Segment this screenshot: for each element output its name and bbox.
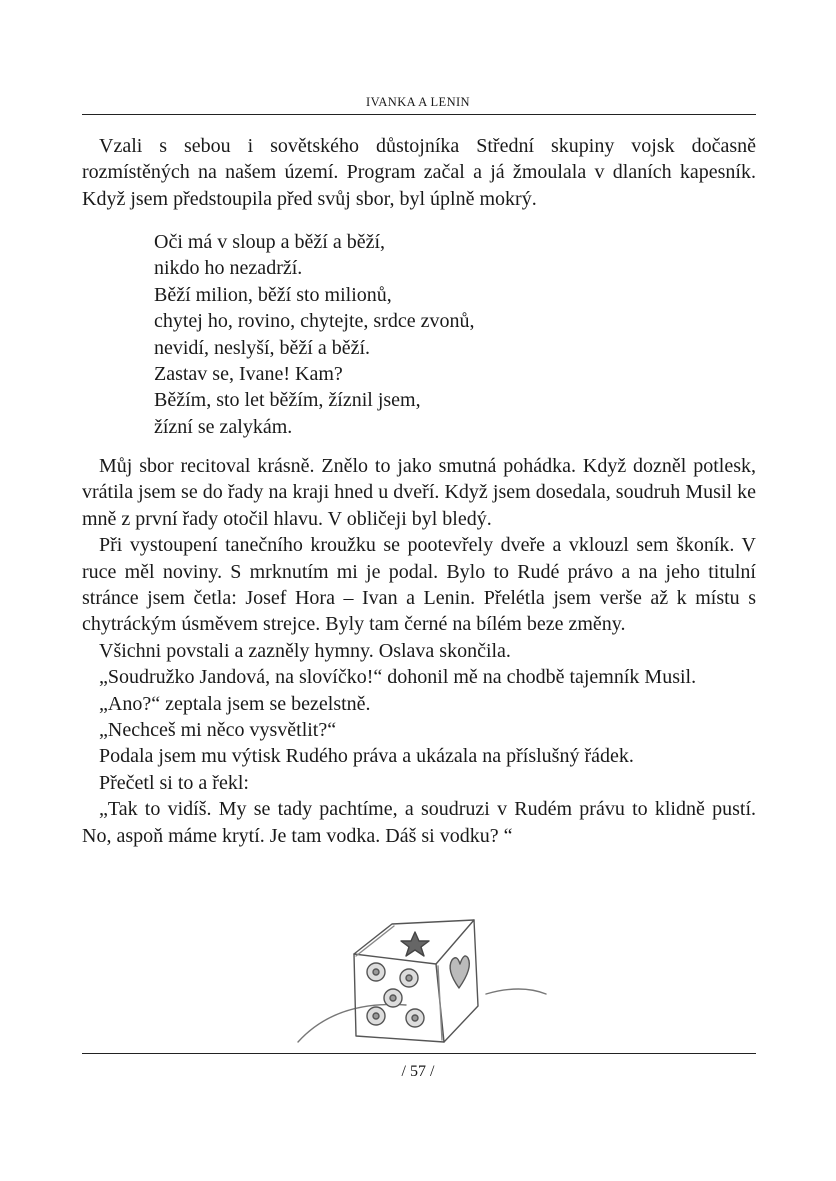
intro-paragraph: Vzali s sebou i sovětského důstojníka Střední skupiny vojsk dočasně rozmístěných na našem území. Program začal a já žmoulala v dlaních kapesník. Když jsem předstoupila před svůj sbor, byl úplně mokrý. — [82, 135, 756, 210]
intro-text — [82, 133, 756, 212]
poem — [154, 229, 474, 440]
body-text — [82, 453, 756, 849]
running-header: IVANKA A LENIN — [366, 95, 470, 109]
poem-line: Zastav se, Ivane! Kam? — [154, 363, 343, 386]
page-number: / 57 / — [401, 1063, 435, 1080]
paragraph: Při vystoupení tanečního kroužku se pootevřely dveře a vklouzl sem škoník. V ruce měl noviny. S mrknutím mi je podal. Bylo to Rudé právo a na jeho titulní stránce jsem četla: Josef Hora – Ivan a Lenin. Přelétla jsem verše až k místu s chytráckým úsměvem strejce. Byly tam černé na bílém beze změny. — [82, 534, 756, 636]
footer-rule — [82, 1053, 756, 1054]
poem-line: Běžím, sto let běžím, žíznil jsem, — [154, 389, 421, 412]
poem-line: nevidí, neslyší, běží a běží. — [154, 336, 371, 359]
header-rule — [82, 114, 756, 115]
paragraph: Můj sbor recitoval krásně. Znělo to jako smutná pohádka. Když dozněl potlesk, vrátila jsem se do řady na kraji hned u dveří. Když jsem dosedala, soudruh Musil ke mně z první řady otočil hlavu. V obličeji byl bledý. — [82, 455, 756, 530]
poem-line: chytej ho, rovino, chytejte, srdce zvonů, — [154, 310, 475, 333]
poem-line: žízní se zalykám. — [154, 415, 293, 438]
poem-line: Běží milion, běží sto milionů, — [154, 283, 392, 306]
paragraph: Podala jsem mu výtisk Rudého práva a ukázala na příslušný řádek. — [99, 745, 634, 768]
paragraph: „Ano?“ zeptala jsem se bezelstně. — [99, 692, 371, 715]
paragraph: Všichni povstali a zazněly hymny. Oslava skončila. — [99, 639, 511, 662]
paragraph: „Tak to vidíš. My se tady pachtíme, a soudruzi v Rudém právu to klidně pustí. No, aspoň máme krytí. Je tam vodka. Dáš si vodku? “ — [82, 798, 756, 847]
paragraph: „Soudružko Jandová, na slovíčko!“ dohonil mě na chodbě tajemník Musil. — [99, 666, 697, 689]
paragraph: Přečetl si to a řekl: — [99, 771, 249, 794]
dice-sketch-icon — [296, 912, 556, 1052]
poem-line: Oči má v sloup a běží a běží, — [154, 231, 386, 253]
paragraph: „Nechceš mi něco vysvětlit?“ — [99, 719, 337, 742]
poem-line: nikdo ho nezadrží. — [154, 257, 303, 280]
